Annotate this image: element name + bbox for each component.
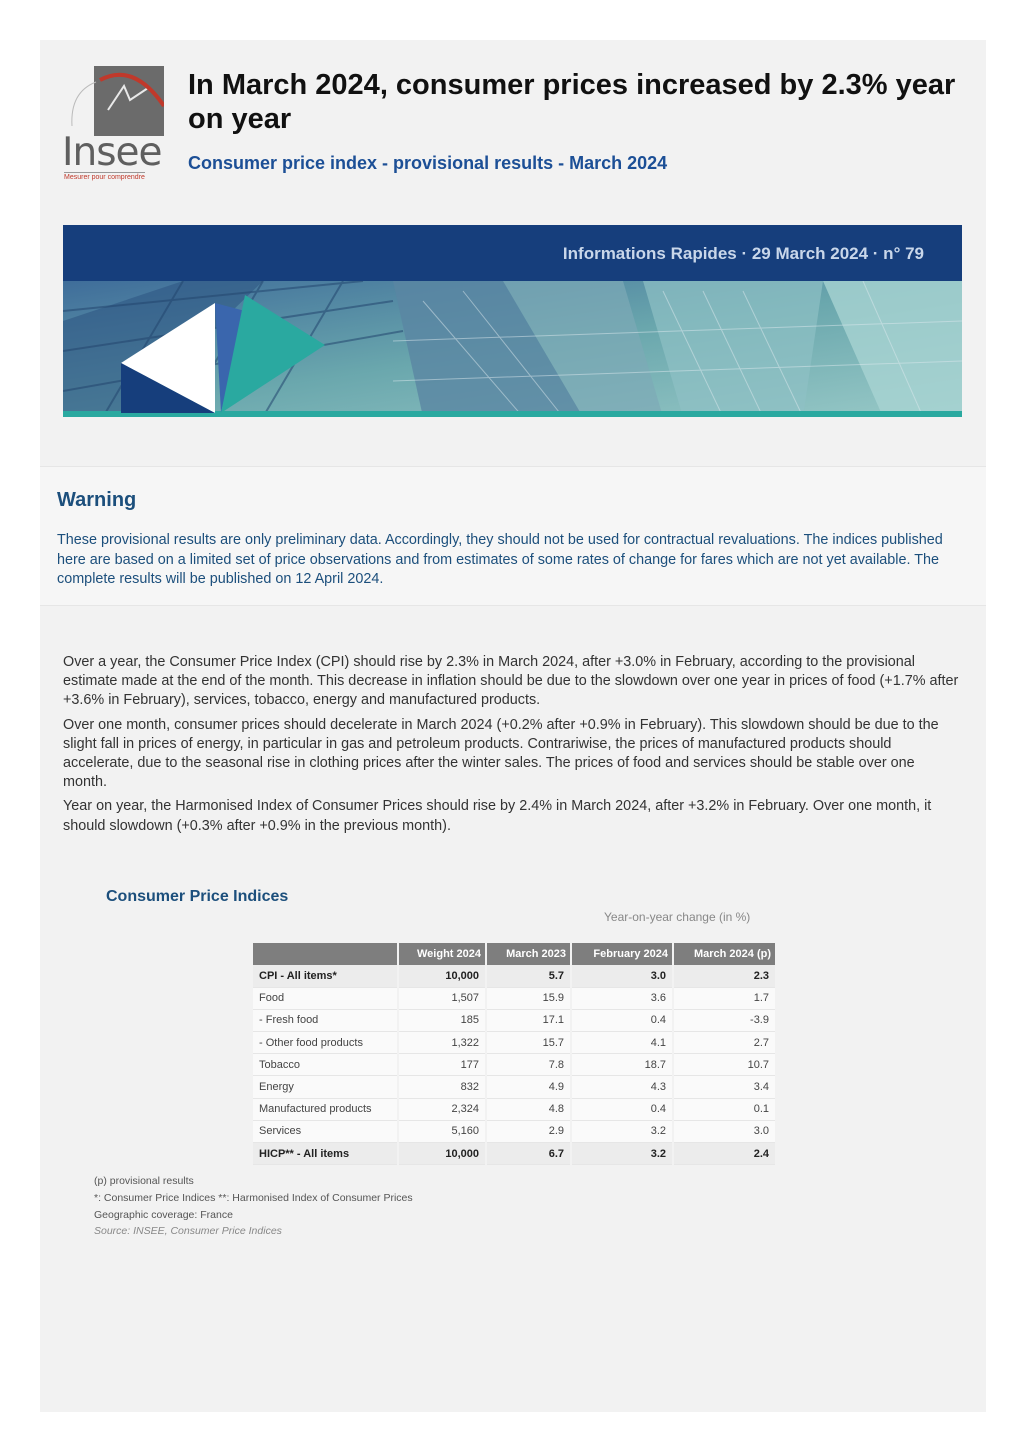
note-definitions: *: Consumer Price Indices **: Harmonised Index of Consumer Prices: [94, 1191, 413, 1204]
row-label: HICP** - All items: [253, 1143, 398, 1165]
row-label: - Fresh food: [253, 1009, 398, 1031]
table-row: [253, 1098, 775, 1120]
cell-february-2024: 3.2: [571, 1120, 673, 1142]
cell-march-2023: 15.7: [486, 1032, 571, 1054]
row-label: Manufactured products: [253, 1098, 398, 1120]
cell-february-2024: 0.4: [571, 1009, 673, 1031]
table-title: Consumer Price Indices: [106, 888, 289, 905]
cell-march-2024: 0.1: [673, 1098, 775, 1120]
cell-march-2023: 5.7: [486, 965, 571, 987]
note-provisional: (p) provisional results: [94, 1175, 194, 1187]
cell-march-2024: 10.7: [673, 1054, 775, 1076]
cell-february-2024: 4.1: [571, 1032, 673, 1054]
cpi-table: [253, 943, 775, 1165]
header-february-2024: February 2024: [571, 943, 673, 965]
cell-february-2024: 0.4: [571, 1098, 673, 1120]
header-march-2024: March 2024 (p): [673, 943, 775, 965]
cell-march-2023: 2.9: [486, 1120, 571, 1142]
header-label: [253, 943, 398, 965]
table-row: [253, 1076, 775, 1098]
page-subtitle: Consumer price index - provisional results - March 2024: [188, 153, 668, 173]
warning-text: These provisional results are only preliminary data. Accordingly, they should not be used for contractual revaluations. The indices published here are based on a limited set of price observations and from estimates of some rates of change for fares which are not yet available. The complete results will be published on 12 April 2024.: [57, 532, 943, 587]
paragraph-monthly: Over one month, consumer prices should decelerate in March 2024 (+0.2% after +0.9% in February). This slowdown should be due to the slight fall in prices of energy, in particular in gas and petroleum products. Contrariwise, the prices of manufactured products should accelerate, due to the seasonal rise in clothing prices after the winter sales. The prices of food and services should be stable over one month.: [63, 716, 939, 791]
publication-banner: [63, 225, 962, 281]
cell-march-2024: 2.4: [673, 1143, 775, 1165]
row-label: Food: [253, 987, 398, 1009]
warning-title: Warning: [57, 489, 137, 511]
table-row: [253, 1143, 775, 1165]
cell-february-2024: 18.7: [571, 1054, 673, 1076]
summary-text: [63, 653, 961, 841]
warning-box: [40, 466, 986, 606]
cell-february-2024: 3.0: [571, 965, 673, 987]
cell-march-2023: 4.9: [486, 1076, 571, 1098]
header-march-2023: March 2023: [486, 943, 571, 965]
publication-info: Informations Rapides · 29 March 2024 · n° 79: [562, 244, 924, 263]
table-notes: [94, 1173, 413, 1240]
table-header-row: [253, 943, 775, 965]
cell-february-2024: 4.3: [571, 1076, 673, 1098]
cell-february-2024: 3.6: [571, 987, 673, 1009]
cell-weight: 2,324: [398, 1098, 486, 1120]
cell-weight: 1,322: [398, 1032, 486, 1054]
cell-weight: 185: [398, 1009, 486, 1031]
logo-tagline: Mesurer pour comprendre: [64, 174, 145, 181]
table-row: [253, 1009, 775, 1031]
table-row: [253, 965, 775, 987]
cell-march-2023: 6.7: [486, 1143, 571, 1165]
note-source: Source: INSEE, Consumer Price Indices: [94, 1225, 282, 1238]
row-label: Services: [253, 1120, 398, 1142]
row-label: Tobacco: [253, 1054, 398, 1076]
cell-weight: 1,507: [398, 987, 486, 1009]
cell-march-2023: 7.8: [486, 1054, 571, 1076]
cell-weight: 177: [398, 1054, 486, 1076]
logo-wordmark: Insee: [62, 130, 162, 175]
row-label: Energy: [253, 1076, 398, 1098]
note-coverage: Geographic coverage: France: [94, 1208, 233, 1221]
cell-weight: 10,000: [398, 965, 486, 987]
row-label: CPI - All items*: [253, 965, 398, 987]
cell-february-2024: 3.2: [571, 1143, 673, 1165]
row-label: - Other food products: [253, 1032, 398, 1054]
table-row: [253, 1120, 775, 1142]
banner-image: [63, 281, 962, 417]
cell-march-2023: 4.8: [486, 1098, 571, 1120]
cell-march-2024: 2.7: [673, 1032, 775, 1054]
cell-weight: 10,000: [398, 1143, 486, 1165]
cell-march-2023: 17.1: [486, 1009, 571, 1031]
insee-logo: [60, 66, 170, 182]
cell-march-2024: -3.9: [673, 1009, 775, 1031]
table-caption: Year-on-year change (in %): [604, 910, 751, 924]
cell-weight: 832: [398, 1076, 486, 1098]
cell-march-2024: 3.4: [673, 1076, 775, 1098]
cell-march-2023: 15.9: [486, 987, 571, 1009]
paragraph-annual: Over a year, the Consumer Price Index (CPI) should rise by 2.3% in March 2024, after +3.0% in February, according to the provisional estimate made at the end of the month. This decrease in inflation should be due to the slowdown over one year in prices of food (+1.7% after +3.6% in February), services, tobacco, energy and manufactured products.: [63, 654, 959, 709]
cell-march-2024: 3.0: [673, 1120, 775, 1142]
cell-weight: 5,160: [398, 1120, 486, 1142]
page-title: In March 2024, consumer prices increased by 2.3% year on year: [188, 69, 956, 135]
header-weight-2024: Weight 2024: [398, 943, 486, 965]
cell-march-2024: 1.7: [673, 987, 775, 1009]
table-row: [253, 1054, 775, 1076]
paragraph-hicp: Year on year, the Harmonised Index of Consumer Prices should rise by 2.4% in March 2024, after +3.2% in February. Over one month, it should slowdown (+0.3% after +0.9% in the previous month).: [63, 798, 932, 834]
table-row: [253, 987, 775, 1009]
cell-march-2024: 2.3: [673, 965, 775, 987]
table-row: [253, 1032, 775, 1054]
